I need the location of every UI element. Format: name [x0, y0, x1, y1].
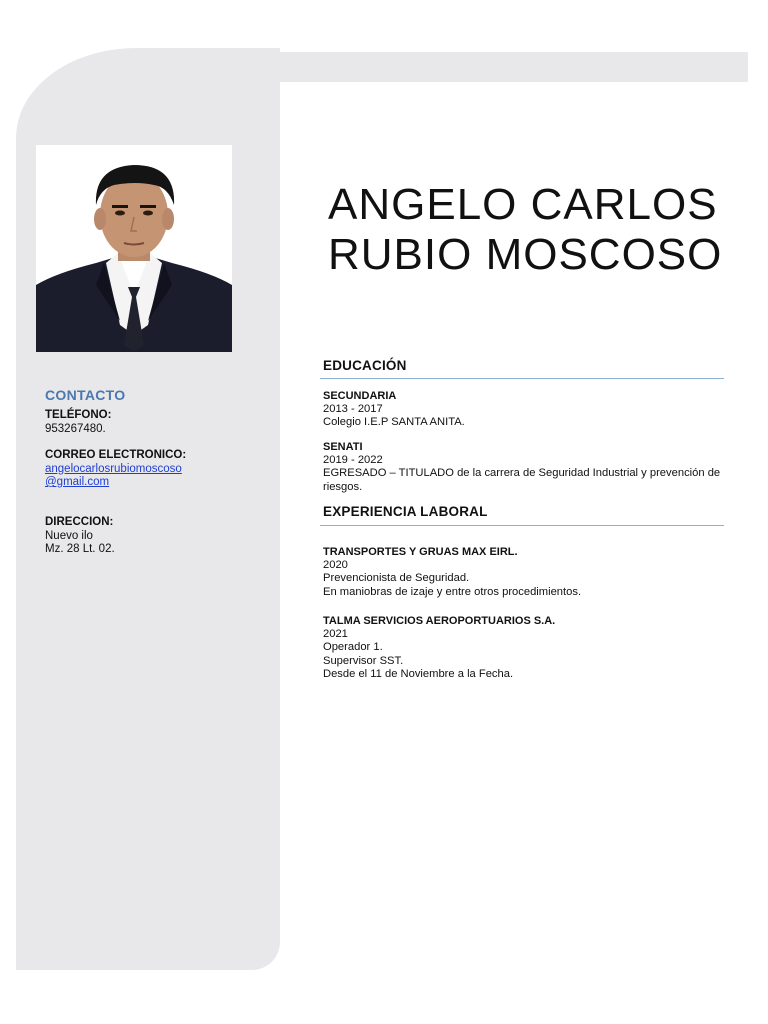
address-line-1: Nuevo ilo — [45, 529, 93, 542]
phone-value: 953267480. — [45, 422, 106, 435]
experience-entry — [323, 615, 733, 681]
education-entry-detail: Colegio I.E.P SANTA ANITA. — [323, 416, 465, 429]
experience-entry-year: 2021 — [323, 628, 348, 641]
experience-divider — [320, 525, 724, 526]
address-label: DIRECCION: — [45, 516, 114, 528]
experience-entry-role: Prevencionista de Seguridad. — [323, 572, 470, 585]
email-block — [45, 449, 185, 490]
education-divider — [320, 378, 724, 379]
phone-block — [45, 409, 265, 436]
experience-heading: EXPERIENCIA LABORAL — [323, 504, 488, 519]
education-heading: EDUCACIÓN — [323, 358, 407, 373]
address-block — [45, 516, 265, 557]
experience-entry-company: TRANSPORTES Y GRUAS MAX EIRL. — [323, 546, 518, 558]
profile-photo-illustration — [36, 145, 232, 352]
experience-entry-company: TALMA SERVICIOS AEROPORTUARIOS S.A. — [323, 615, 556, 627]
address-line-2: Mz. 28 Lt. 02. — [45, 543, 115, 555]
education-entry-years: 2019 - 2022 — [323, 454, 383, 467]
phone-label: TELÉFONO: — [45, 409, 112, 421]
email-label: CORREO ELECTRONICO: — [45, 449, 187, 461]
name-line-2: RUBIO MOSCOSO — [328, 230, 723, 279]
name-line-1: ANGELO CARLOS — [328, 180, 718, 229]
full-name — [328, 180, 748, 280]
experience-entry-role: Operador 1. — [323, 641, 383, 654]
education-entry-detail: EGRESADO – TITULADO de la carrera de Seguridad Industrial y prevención de riesgos. — [323, 467, 721, 493]
education-entry — [323, 441, 727, 494]
experience-entry-role-2: Supervisor SST. — [323, 654, 404, 667]
profile-photo — [36, 145, 232, 352]
experience-entry-year: 2020 — [323, 559, 348, 572]
education-entry-title: SECUNDARIA — [323, 390, 397, 402]
contact-heading: CONTACTO — [45, 387, 126, 403]
experience-entry-detail: Desde el 11 de Noviembre a la Fecha. — [323, 667, 514, 680]
experience-entry-detail: En maniobras de izaje y entre otros procedimientos. — [323, 585, 582, 598]
email-link[interactable]: angelocarlosrubiomoscoso@gmail.com — [45, 462, 182, 488]
education-entry-years: 2013 - 2017 — [323, 403, 383, 416]
education-entry — [323, 390, 733, 430]
education-entry-title: SENATI — [323, 441, 363, 453]
experience-entry — [323, 546, 733, 599]
page-top-margin — [0, 0, 768, 52]
